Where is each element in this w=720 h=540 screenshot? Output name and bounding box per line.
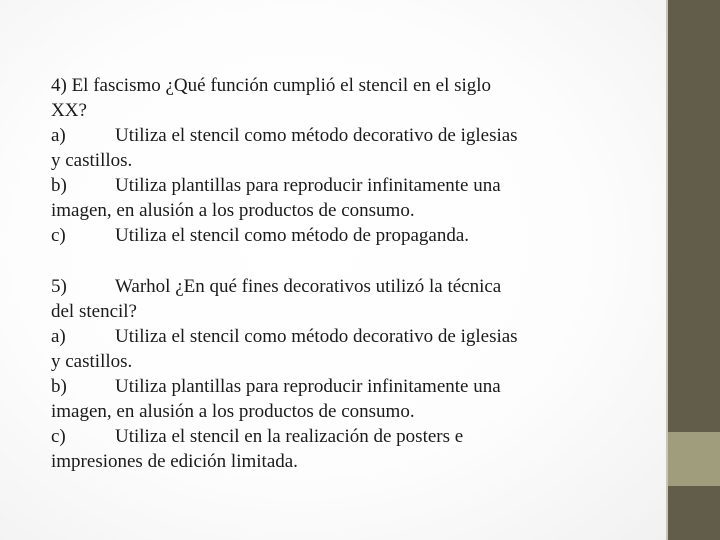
option-text-line2: imagen, en alusión a los productos de consumo.: [51, 200, 415, 221]
question-4-prompt-line1: El fascismo ¿Qué función cumplió el stencil en el siglo: [71, 75, 492, 96]
option-text-line1: Utiliza el stencil como método decorativo de iglesias: [115, 125, 518, 146]
question-5: [51, 274, 641, 474]
option-text-line2: impresiones de edición limitada.: [51, 451, 298, 472]
question-4-option-b: [51, 173, 641, 198]
option-text-line2: y castillos.: [51, 150, 133, 171]
question-5-prompt: [51, 274, 641, 299]
question-4-option-c: [51, 223, 641, 248]
option-text-line2: y castillos.: [51, 351, 133, 372]
question-5-option-b: [51, 374, 641, 399]
sidebar-accent-block: [668, 432, 720, 486]
question-5-option-a: [51, 324, 641, 349]
question-4-option-a: [51, 123, 641, 148]
option-text-line1: Utiliza plantillas para reproducir infinitamente una: [115, 376, 501, 397]
option-text-line1: Utiliza el stencil como método decorativo de iglesias: [115, 326, 518, 347]
question-4-prompt: [51, 73, 641, 98]
option-label: a): [51, 125, 66, 146]
option-label: a): [51, 326, 66, 347]
question-4-prompt-line2: XX?: [51, 100, 87, 121]
option-text-line1: Utiliza el stencil en la realización de posters e: [115, 426, 464, 447]
question-5-option-c: [51, 424, 641, 449]
question-4: [51, 73, 641, 248]
option-label: c): [51, 225, 66, 246]
question-5-prompt-line2: del stencil?: [51, 301, 137, 322]
option-text-line2: imagen, en alusión a los productos de consumo.: [51, 401, 415, 422]
question-5-number: 5): [51, 276, 67, 297]
option-text-line1: Utiliza plantillas para reproducir infinitamente una: [115, 175, 501, 196]
option-label: b): [51, 175, 67, 196]
option-text-line1: Utiliza el stencil como método de propaganda.: [115, 225, 470, 246]
question-4-number: 4): [51, 75, 67, 96]
slide-content: [51, 73, 641, 474]
question-5-prompt-line1: Warhol ¿En qué fines decorativos utilizó la técnica: [115, 276, 502, 297]
option-label: c): [51, 426, 66, 447]
question-gap: [51, 248, 641, 274]
option-label: b): [51, 376, 67, 397]
